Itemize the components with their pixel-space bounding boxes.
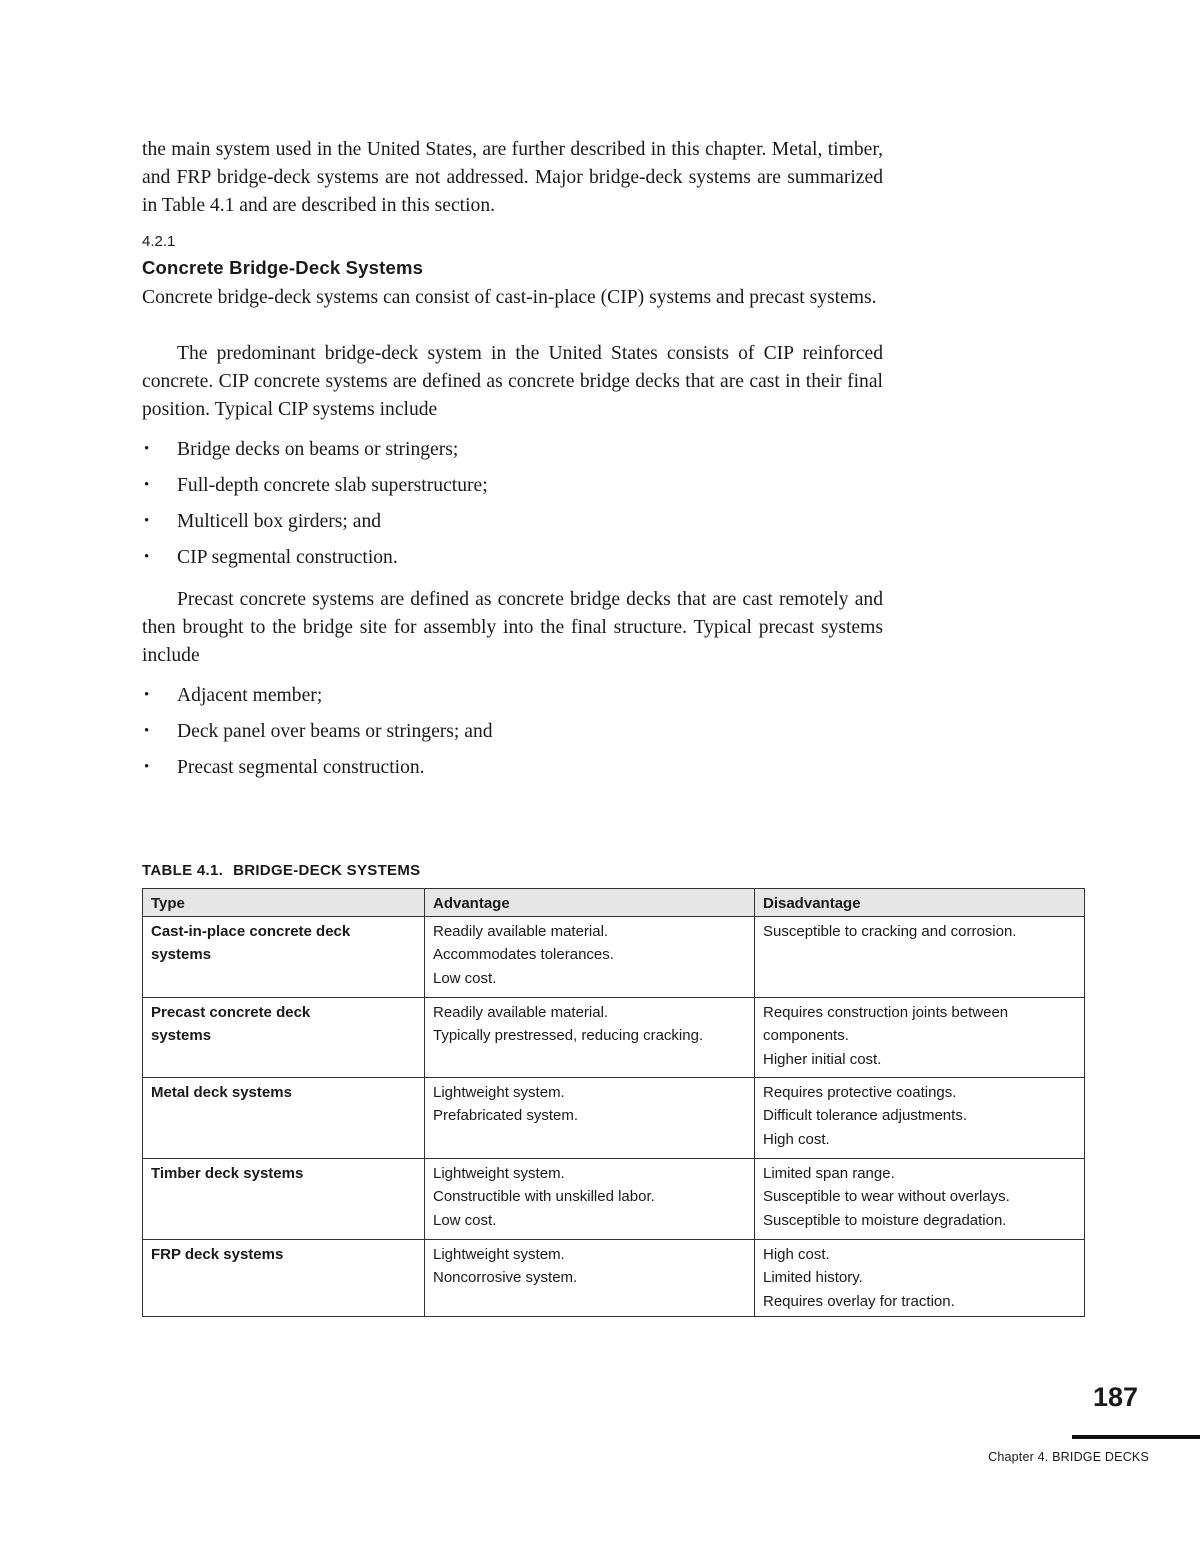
cell-line: Precast concrete deck — [151, 1004, 311, 1021]
disadvantage-cell — [755, 1240, 1085, 1317]
bullet-icon: • — [144, 759, 150, 775]
table-row — [143, 1078, 1085, 1159]
cell-line: Typically prestressed, reducing cracking. — [433, 1027, 704, 1045]
cell-line: Lightweight system. — [433, 1165, 565, 1182]
cell-line: systems — [151, 1027, 212, 1045]
type-cell — [143, 1240, 425, 1317]
disadvantage-cell — [755, 917, 1085, 998]
list-item-text: Full-depth concrete slab superstructure; — [177, 475, 488, 496]
cell-line: Susceptible to wear without overlays. — [763, 1188, 1010, 1206]
cell-line: systems — [151, 946, 212, 964]
section-title: Concrete Bridge-Deck Systems — [142, 257, 424, 278]
table-row — [143, 1159, 1085, 1240]
paragraph-precast-definition: Precast concrete systems are defined as concrete bridge decks that are cast remotely and then brought to the bridge site for assembly into the final structure. Typical precast systems include — [142, 589, 883, 666]
cell-line: Metal deck systems — [151, 1084, 292, 1101]
list-item — [142, 472, 488, 508]
intro-paragraph: the main system used in the United States, are further described in this chapter. Metal, timber, and FRP bridge-deck systems are not addressed. Major bridge-deck systems are summarized in Table 4.1 and are described in this section. — [142, 139, 883, 216]
column-header-type: Type — [143, 889, 425, 917]
table-label: TABLE 4.1. — [142, 862, 224, 879]
running-footer: Chapter 4. BRIDGE DECKS — [988, 1450, 1149, 1464]
advantage-cell — [425, 1078, 755, 1159]
list-item-text: Bridge decks on beams or stringers; — [177, 439, 459, 460]
list-item — [142, 544, 488, 580]
paragraph-cip-definition: The predominant bridge-deck system in the United States consists of CIP reinforced concrete. CIP concrete systems are defined as concrete bridge decks that are cast in their final position. Typical CIP systems include — [142, 343, 883, 420]
table-title: BRIDGE-DECK SYSTEMS — [233, 862, 421, 879]
table-caption — [142, 862, 420, 879]
bridge-deck-systems-table — [142, 888, 1085, 1317]
bullet-icon: • — [144, 513, 150, 529]
column-header-advantage: Advantage — [425, 889, 755, 917]
advantage-cell — [425, 1159, 755, 1240]
bullet-icon: • — [144, 723, 150, 739]
cell-line: Requires overlay for traction. — [763, 1292, 955, 1310]
cell-line: Limited history. — [763, 1269, 863, 1287]
cell-line: Lightweight system. — [433, 1084, 565, 1101]
advantage-cell — [425, 998, 755, 1078]
list-item-text: Deck panel over beams or stringers; and — [177, 721, 493, 742]
table-row — [143, 1240, 1085, 1317]
cell-line: Susceptible to cracking and corrosion. — [763, 923, 1017, 940]
list-item — [142, 754, 493, 790]
type-cell — [143, 917, 425, 998]
type-cell — [143, 1159, 425, 1240]
cell-line: Prefabricated system. — [433, 1107, 579, 1125]
footer-rule — [1072, 1435, 1200, 1439]
table-row — [143, 998, 1085, 1078]
list-item — [142, 718, 493, 754]
cell-line: Timber deck systems — [151, 1165, 304, 1182]
cell-line: Requires protective coatings. — [763, 1084, 957, 1101]
list-item-text: Precast segmental construction. — [177, 757, 425, 778]
cell-line: Susceptible to moisture degradation. — [763, 1211, 1007, 1229]
list-item-text: Adjacent member; — [177, 685, 323, 706]
bullet-icon: • — [144, 477, 150, 493]
cell-line: Noncorrosive system. — [433, 1269, 578, 1287]
cell-line: High cost. — [763, 1246, 830, 1263]
disadvantage-cell — [755, 998, 1085, 1078]
advantage-cell — [425, 917, 755, 998]
list-item-text: CIP segmental construction. — [177, 547, 398, 568]
cell-line: Low cost. — [433, 1211, 497, 1229]
list-item — [142, 508, 488, 544]
section-number: 4.2.1 — [142, 233, 176, 250]
type-cell — [143, 1078, 425, 1159]
precast-systems-list — [142, 682, 493, 790]
cell-line: Higher initial cost. — [763, 1050, 882, 1068]
cell-line: Requires construction joints between — [763, 1004, 1009, 1021]
cell-line: Limited span range. — [763, 1165, 895, 1182]
bullet-icon: • — [144, 687, 150, 703]
advantage-cell — [425, 1240, 755, 1317]
cell-line: components. — [763, 1027, 849, 1045]
column-header-disadvantage: Disadvantage — [755, 889, 1085, 917]
cell-line: Lightweight system. — [433, 1246, 565, 1263]
disadvantage-cell — [755, 1159, 1085, 1240]
cell-line: Cast-in-place concrete deck — [151, 923, 351, 940]
cell-line: Constructible with unskilled labor. — [433, 1188, 655, 1206]
disadvantage-cell — [755, 1078, 1085, 1159]
type-cell — [143, 998, 425, 1078]
cell-line: Readily available material. — [433, 1004, 609, 1021]
cell-line: Difficult tolerance adjustments. — [763, 1107, 967, 1125]
cip-systems-list — [142, 436, 488, 580]
list-item-text: Multicell box girders; and — [177, 511, 382, 532]
cell-line: FRP deck systems — [151, 1246, 284, 1263]
page-number: 187 — [1092, 1382, 1138, 1412]
table-header-row — [143, 889, 1085, 917]
paragraph-cip-precast: Concrete bridge-deck systems can consist of cast-in-place (CIP) systems and precast systems. — [142, 287, 877, 308]
cell-line: Low cost. — [433, 969, 497, 987]
table-row — [143, 917, 1085, 998]
cell-line: High cost. — [763, 1130, 830, 1148]
list-item — [142, 682, 493, 718]
list-item — [142, 436, 488, 472]
bullet-icon: • — [144, 441, 150, 457]
cell-line: Accommodates tolerances. — [433, 946, 614, 964]
bullet-icon: • — [144, 549, 150, 565]
cell-line: Readily available material. — [433, 923, 609, 940]
